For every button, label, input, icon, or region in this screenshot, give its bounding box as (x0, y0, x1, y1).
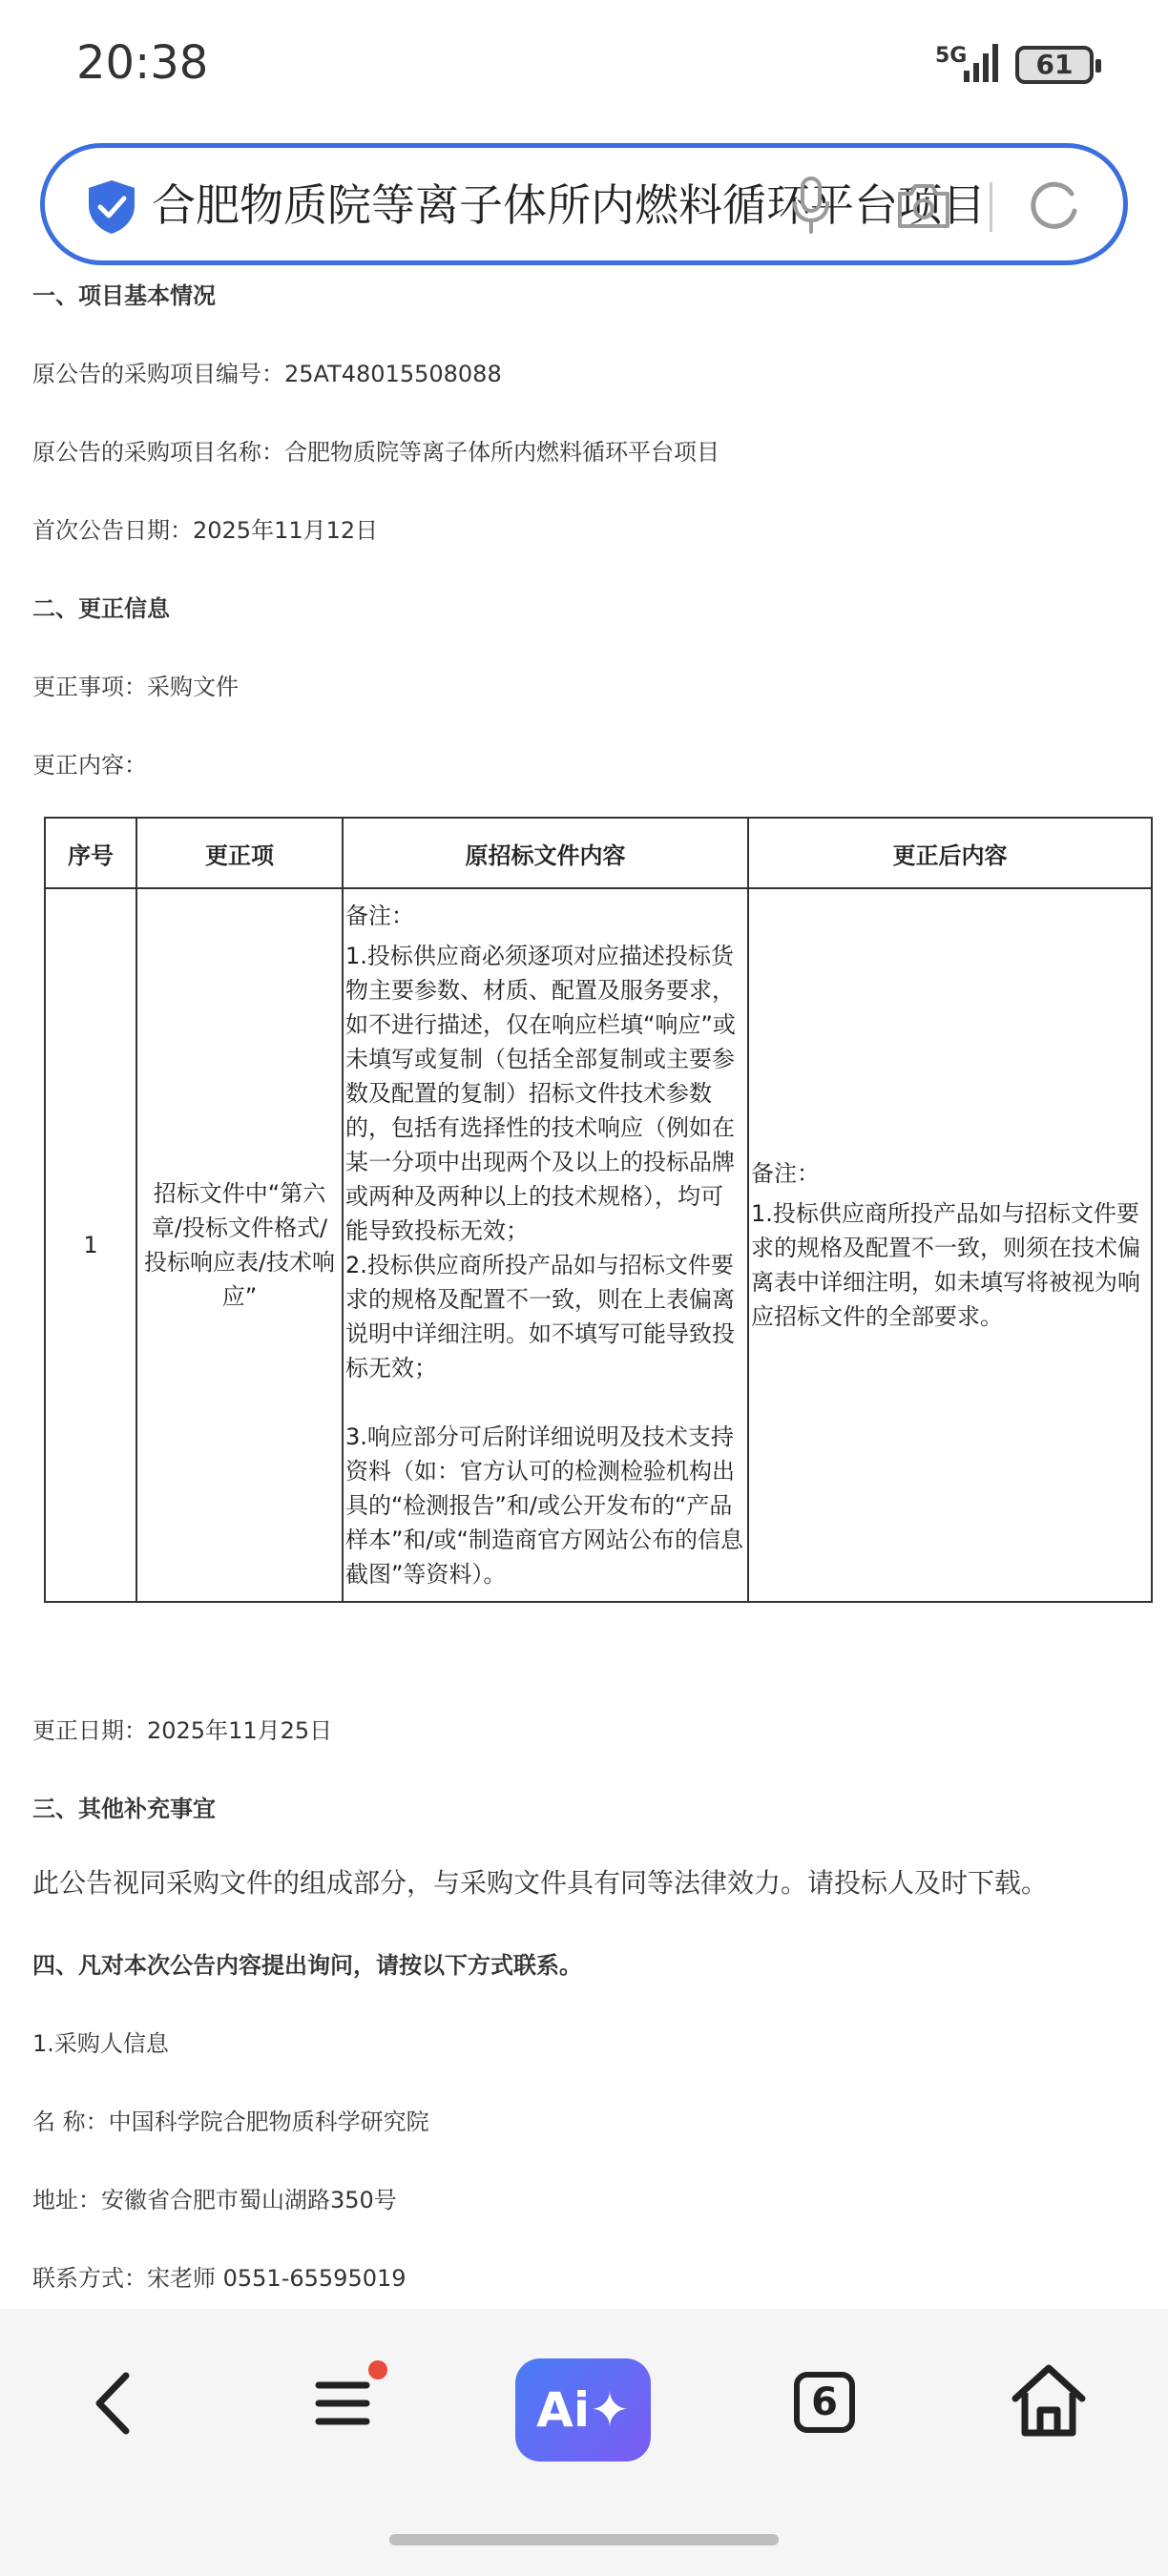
battery-indicator: 61 (1015, 46, 1094, 84)
network-type: 5G (935, 44, 968, 68)
correction-item-cell: 招标文件中“第六章/投标文件格式/投标响应表/技术响应” (136, 888, 343, 1602)
table-header: 更正后内容 (748, 818, 1152, 888)
home-icon[interactable] (1006, 2357, 1092, 2442)
bottom-navigation (0, 2309, 1168, 2576)
table-header: 序号 (45, 818, 136, 888)
original-content-cell (343, 888, 748, 1602)
project-number: 原公告的采购项目编号：25AT48015508088 (32, 361, 502, 387)
correction-table (44, 817, 1153, 1603)
signal-icon (962, 42, 1002, 84)
search-input[interactable]: 合肥物质院等离子体所内燃料循环平台项目 (152, 179, 986, 231)
original-note-3: 3.响应部分可后附详细说明及技术支持资料（如：官方认可的检测检验机构出具的“检测报告”和/或公开发布的“产品样本”和/或“制造商官方网站公布的信息截图”等资料）。 (345, 1423, 743, 1588)
microphone-icon[interactable] (789, 177, 833, 236)
search-bar[interactable] (40, 143, 1128, 265)
ai-assistant-button[interactable]: Ai✦ (515, 2358, 651, 2462)
correction-item: 更正事项：采购文件 (32, 674, 239, 700)
clock: 20:38 (76, 36, 209, 90)
table-header: 更正项 (136, 818, 343, 888)
buyer-contact: 联系方式：宋老师 0551-65595019 (32, 2265, 407, 2292)
first-announcement-date: 首次公告日期：2025年11月12日 (32, 517, 379, 544)
updated-content-cell (748, 888, 1152, 1602)
section-correction-title: 二、更正信息 (32, 595, 170, 622)
table-header-row (45, 818, 1152, 888)
original-note-1: 1.投标供应商必须逐项对应描述投标货物主要参数、材质、配置及服务要求，如不进行描述，仅在响应栏填“响应”或未填写或复制（包括全部复制或主要参数及配置的复制）招标文件技术参数的，包括有选择性的技术响应（例如在某一分项中出现两个及以上的投标品牌或两种及两种以上的技术规格），均可能导致投标无效； (345, 943, 736, 1244)
back-icon[interactable] (73, 2360, 158, 2446)
refresh-icon[interactable] (1026, 178, 1081, 234)
tabs-count-button[interactable]: 6 (794, 2372, 855, 2433)
correction-content-label: 更正内容： (32, 752, 147, 779)
original-note-2: 2.投标供应商所投产品如与招标文件要求的规格及配置不一致，则在上表偏离说明中详细注明。如不填写可能导致投标无效； (345, 1252, 735, 1381)
section-contact-title: 四、凡对本次公告内容提出询问，请按以下方式联系。 (32, 1952, 582, 1979)
table-row (45, 888, 1152, 1602)
original-note-label: 备注： (345, 903, 414, 929)
search-divider (990, 182, 992, 232)
gesture-bar[interactable] (389, 2534, 779, 2545)
buyer-address: 地址：安徽省合肥市蜀山湖路350号 (32, 2187, 397, 2213)
camera-icon[interactable] (896, 180, 951, 230)
project-name: 原公告的采购项目名称：合肥物质院等离子体所内燃料循环平台项目 (32, 439, 720, 466)
updated-note-label: 备注： (751, 1160, 820, 1187)
row-index: 1 (45, 888, 136, 1602)
correction-date: 更正日期：2025年11月25日 (32, 1717, 333, 1744)
other-matters-text: 此公告视同采购文件的组成部分，与采购文件具有同等法律效力。请投标人及时下载。 (32, 1867, 1049, 1899)
shield-icon (85, 178, 138, 236)
section-basic-info-title: 一、项目基本情况 (32, 282, 216, 309)
buyer-info-heading: 1.采购人信息 (32, 2030, 169, 2057)
updated-note-1: 1.投标供应商所投产品如与招标文件要求的规格及配置不一致，则须在技术偏离表中详细注明，如未填写将被视为响应招标文件的全部要求。 (751, 1200, 1140, 1330)
section-other-title: 三、其他补充事宜 (32, 1796, 216, 1822)
status-bar (0, 0, 1168, 134)
notification-badge (368, 2360, 387, 2379)
buyer-name: 名 称：中国科学院合肥物质科学研究院 (32, 2109, 429, 2135)
table-header: 原招标文件内容 (343, 818, 748, 888)
